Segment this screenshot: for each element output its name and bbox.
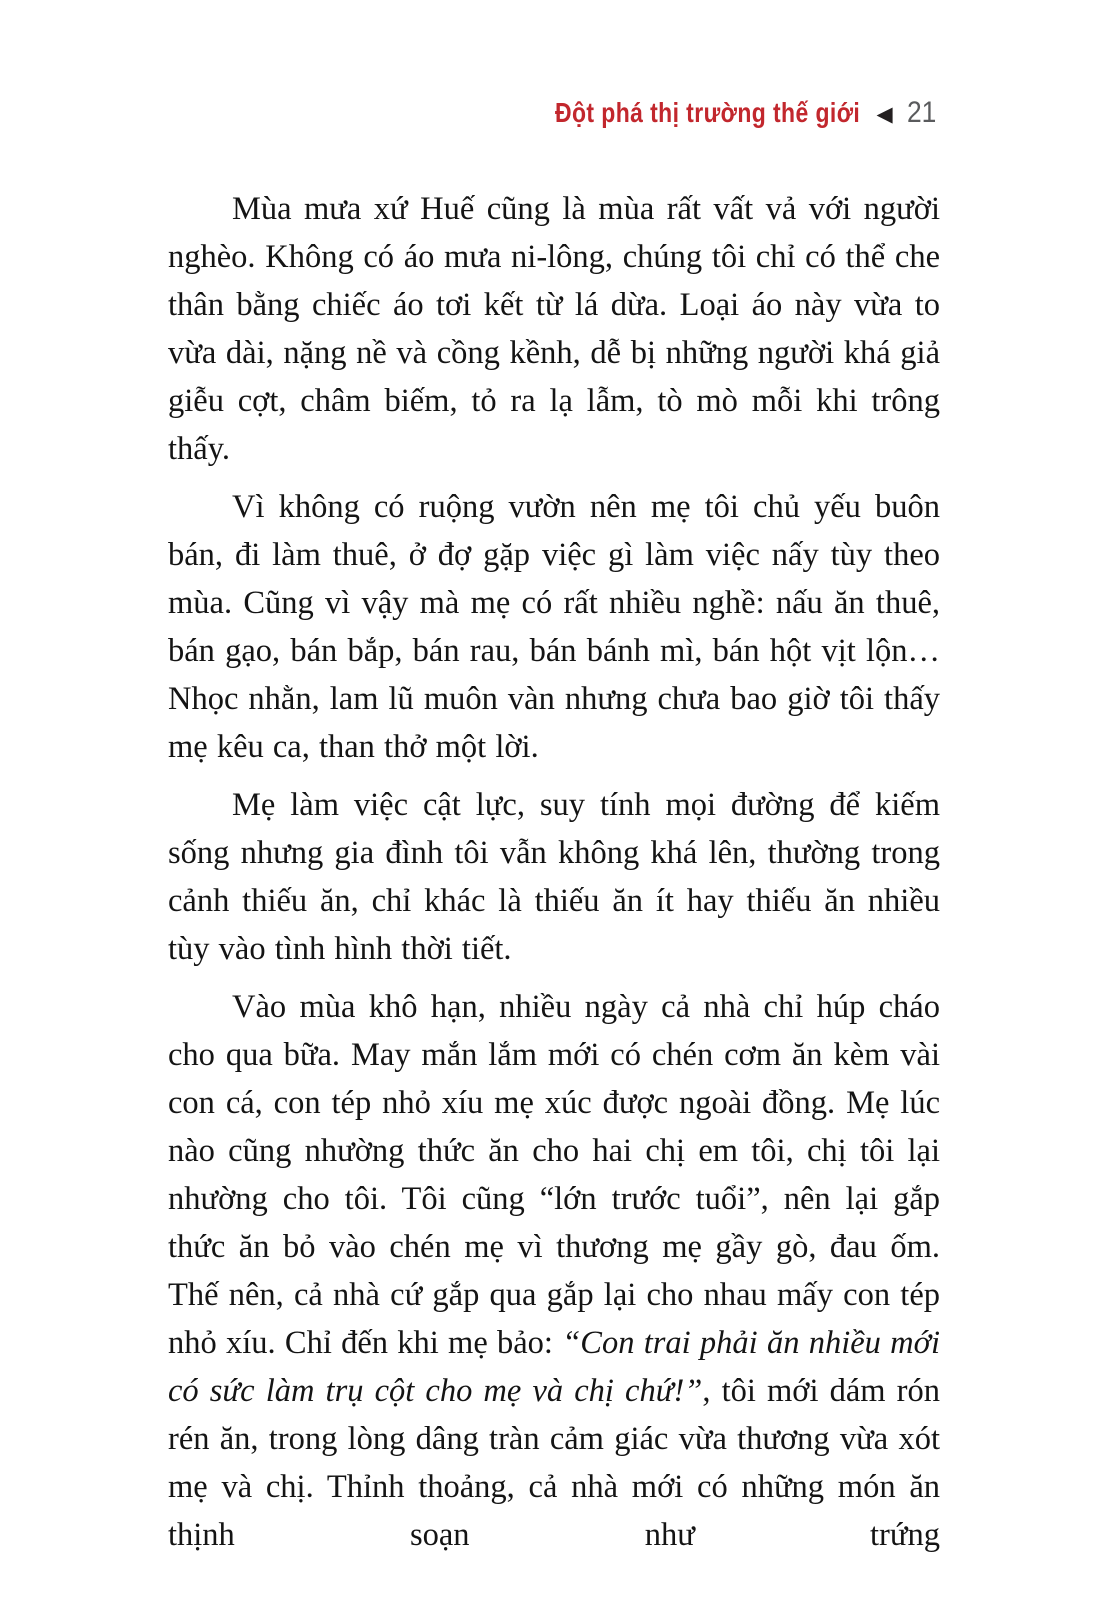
paragraph xyxy=(168,781,940,973)
paragraph-text: , tôi mới dám rón rén ăn, trong lòng dâng tràn cảm giác vừa thương vừa xót mẹ và chị. Thỉnh thoảng, cả nhà mới có những món ăn thịnh soạn như trứng xyxy=(168,1373,940,1553)
paragraph-text: Mẹ làm việc cật lực, suy tính mọi đường để kiếm sống nhưng gia đình tôi vẫn không khá lên, thường trong cảnh thiếu ăn, chỉ khác là thiếu ăn ít hay thiếu ăn nhiều tùy vào tình hình thời tiết. xyxy=(168,787,940,967)
page-number: 21 xyxy=(906,96,936,129)
paragraph-text: Vào mùa khô hạn, nhiều ngày cả nhà chỉ húp cháo cho qua bữa. May mắn lắm mới có chén cơm ăn kèm vài con cá, con tép nhỏ xíu mẹ xúc được ngoài đồng. Mẹ lúc nào cũng nhường thức ăn cho hai chị em tôi, chị tôi lại nhường cho tôi. Tôi cũng “lớn trước tuổi”, nên lại gắp thức ăn bỏ vào chén mẹ vì thương mẹ gầy gò, đau ốm. Thế nên, cả nhà cứ gắp qua gắp lại cho nhau mấy con tép nhỏ xíu. Chỉ đến khi mẹ bảo: xyxy=(168,989,940,1361)
chapter-title: Đột phá thị trường thế giới xyxy=(555,97,861,128)
paragraph xyxy=(168,483,940,771)
left-triangle-icon: ◀ xyxy=(876,103,893,126)
paragraph-text: Mùa mưa xứ Huế cũng là mùa rất vất vả với người nghèo. Không có áo mưa ni-lông, chúng tôi chỉ có thể che thân bằng chiếc áo tơi kết từ lá dừa. Loại áo này vừa to vừa dài, nặng nề và cồng kềnh, dễ bị những người khá giả giễu cợt, châm biếm, tỏ ra lạ lẫm, tò mò mỗi khi trông thấy. xyxy=(168,191,940,467)
mother-quote: “Con trai phải ăn nhiều mới có sức làm trụ cột cho mẹ và chị chứ!” xyxy=(168,1325,940,1409)
paragraph xyxy=(168,185,940,473)
page-body xyxy=(168,185,940,1559)
running-header xyxy=(168,96,940,138)
paragraph-text: Vì không có ruộng vườn nên mẹ tôi chủ yếu buôn bán, đi làm thuê, ở đợ gặp việc gì làm việc nấy tùy theo mùa. Cũng vì vậy mà mẹ có rất nhiều nghề: nấu ăn thuê, bán gạo, bán bắp, bán rau, bán bánh mì, bán hột vịt lộn… Nhọc nhằn, lam lũ muôn vàn nhưng chưa bao giờ tôi thấy mẹ kêu ca, than thở một lời. xyxy=(168,489,940,765)
paragraph xyxy=(168,983,940,1559)
